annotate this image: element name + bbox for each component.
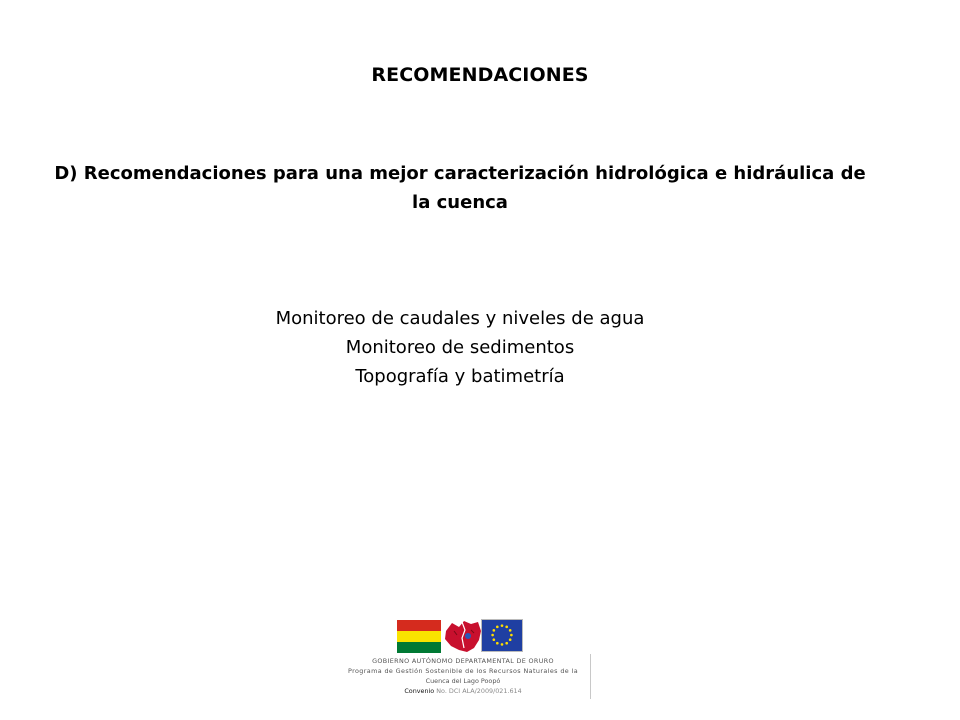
institution-name: GOBIERNO AUTÓNOMO DEPARTAMENTAL DE ORURO: [372, 657, 554, 665]
flag-stripe-red: [397, 620, 441, 631]
subtitle-line-1: D) Recomendaciones para una mejor caracterización hidrológica e hidráulica de: [54, 163, 866, 184]
eu-flag-icon: [481, 619, 523, 652]
footer-divider: [590, 654, 591, 699]
agreement-number: No. DCI ALA/2009/021.614: [436, 687, 522, 695]
subtitle-line-2: la cuenca: [412, 192, 508, 213]
list-item: Topografía y batimetría: [355, 366, 565, 387]
agreement-label: Convenio: [404, 687, 435, 695]
oruro-emblem-icon: [443, 618, 483, 654]
list-item: Monitoreo de sedimentos: [345, 337, 575, 358]
flag-stripe-yellow: [397, 631, 441, 642]
flag-stripe-green: [397, 642, 441, 653]
slide-title: RECOMENDACIONES: [371, 64, 589, 86]
agreement-line: [338, 686, 588, 696]
recommendation-list: [0, 304, 920, 391]
slide-subtitle: [50, 159, 870, 217]
program-name-line-1: Programa de Gestión Sostenible de los Recursos Naturales de la: [347, 667, 579, 675]
footer-logos: [397, 618, 527, 654]
program-name-line-2: Cuenca del Lago Poopó: [425, 677, 501, 685]
bolivia-flag-icon: [397, 620, 441, 653]
footer-text: [338, 656, 588, 696]
list-item: Monitoreo de caudales y niveles de agua: [275, 308, 645, 329]
